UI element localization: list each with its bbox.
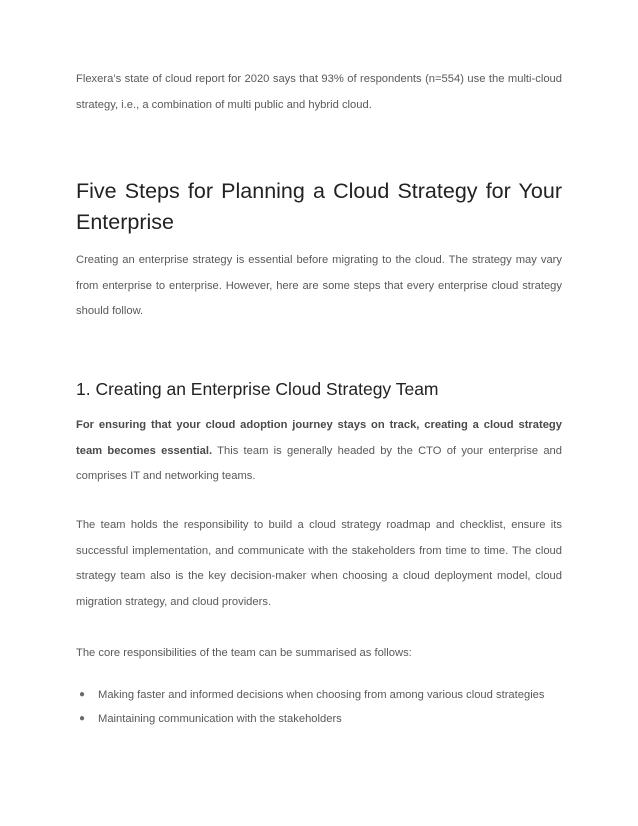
step1-paragraph-2: The team holds the responsibility to build a cloud strategy roadmap and checklist, ensure its successful implementation, and communicate with the stakeholders from time to time. The cloud strategy team also is the key decision-maker when choosing a cloud deployment model, cloud migration strategy, and cloud providers. — [76, 519, 562, 608]
list-item-text: Maintaining communication with the stakeholders — [98, 713, 342, 725]
responsibilities-list — [76, 683, 562, 731]
section-intro-paragraph: Creating an enterprise strategy is essential before migrating to the cloud. The strategy may vary from enterprise to enterprise. However, here are some steps that every enterprise cloud strategy should follow. — [76, 254, 562, 317]
list-item — [76, 683, 562, 707]
bullet-icon: ● — [79, 713, 86, 724]
section-heading: Five Steps for Planning a Cloud Strategy for Your Enterprise — [76, 179, 562, 234]
bullet-icon: ● — [79, 689, 86, 700]
intro-paragraph: Flexera’s state of cloud report for 2020 says that 93% of respondents (n=554) use the multi-cloud strategy, i.e., a combination of multi public and hybrid cloud. — [76, 73, 562, 111]
step1-paragraph-1 — [76, 413, 562, 490]
step1-paragraph-3: The core responsibilities of the team can be summarised as follows: — [76, 647, 412, 659]
step1-bold-lead: For ensuring that your cloud adoption journey stays on track, creating a cloud strategy team becomes essential. — [76, 419, 562, 457]
list-item — [76, 707, 562, 731]
step1-paragraph-1-rest: This team is generally headed by the CTO of your enterprise and comprises IT and networking teams. — [76, 444, 562, 482]
list-item-text: Making faster and informed decisions when choosing from among various cloud strategies — [98, 689, 545, 701]
step1-heading: 1. Creating an Enterprise Cloud Strategy Team — [76, 379, 439, 399]
